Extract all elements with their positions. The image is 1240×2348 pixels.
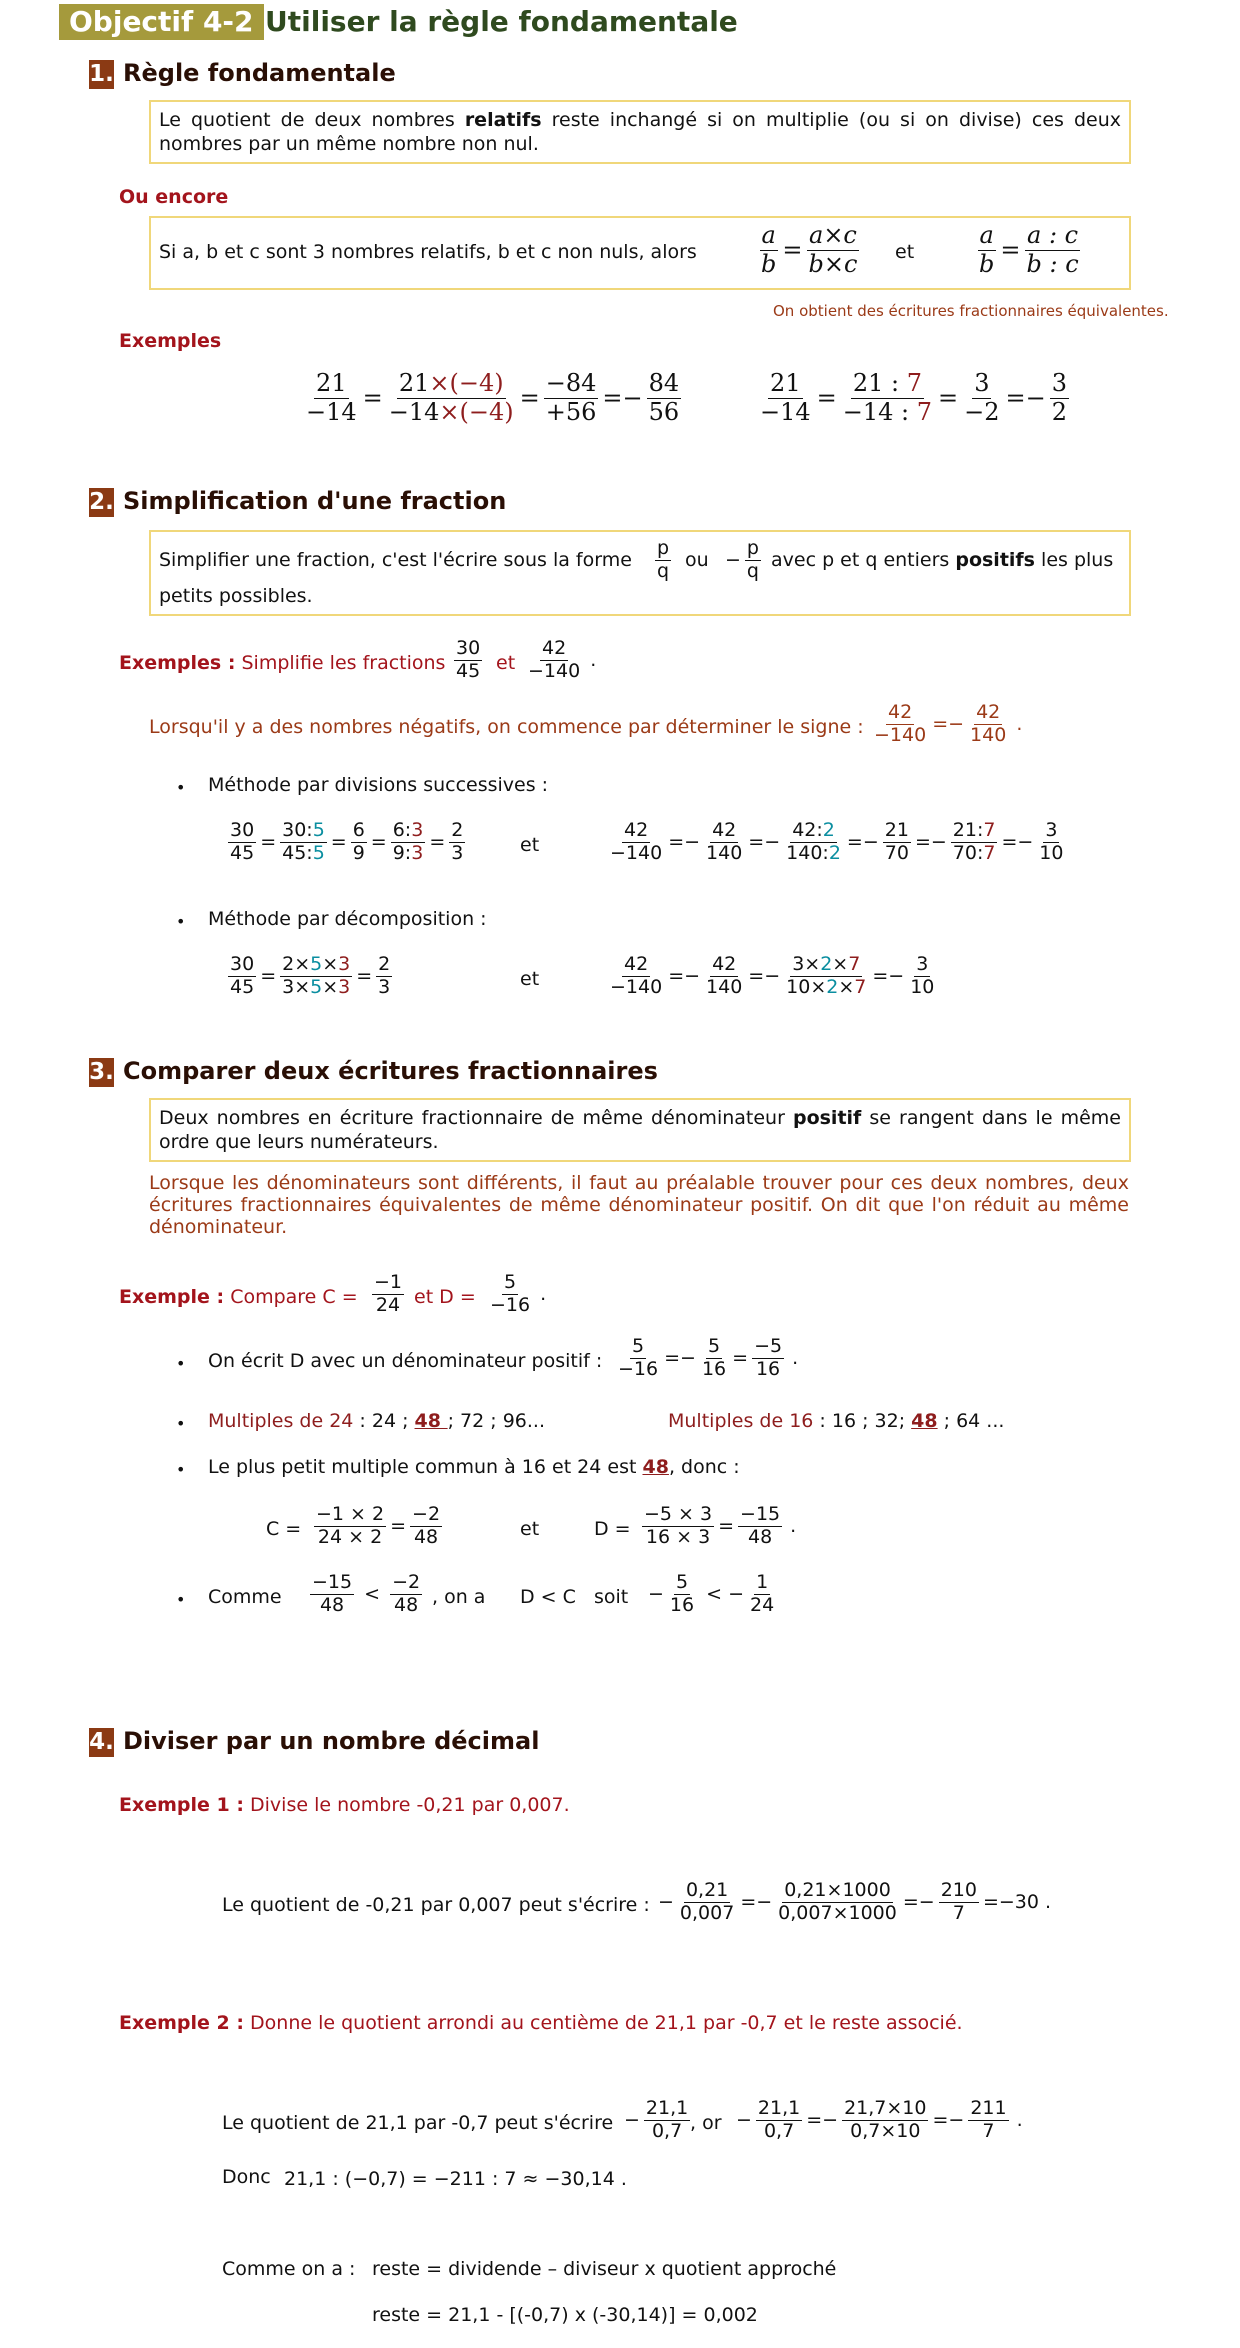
- ou-encore-label: Ou encore: [119, 186, 229, 208]
- donc-expression: 21,1 : (−0,7) = −211 : 7 ≈ −30,14 .: [284, 2168, 627, 2190]
- reste-result: reste = 21,1 - [(-0,7) x (-30,14)] = 0,002: [372, 2304, 758, 2326]
- section-3-example: Exemple : Compare C =: [119, 1286, 358, 1308]
- formula-div: $\frac{a}{b}$ = $\frac{a : c}{b : c}$: [979, 221, 1079, 278]
- formula-mult: $\frac{a}{b}$ = $\frac{a\times c}{b\times c}$: [761, 221, 858, 278]
- section-2-example: Exemples : Simplifie les fractions: [119, 652, 446, 674]
- bullet: •: [176, 778, 186, 797]
- method-1-right: $\frac{42}{-140}$ =− $\frac{42}{140}$ =− $\frac{42:2}{140:2}$ =− $\frac{21}{70}$ =− $\frac{21:7}{70:7}$ =− $\frac{3}{10}$: [610, 819, 1064, 864]
- section-4-title: Diviser par un nombre décimal: [123, 1727, 540, 1755]
- bullet: •: [176, 1414, 186, 1433]
- bullet: •: [176, 1354, 186, 1373]
- objective-badge: Objectif 4-2: [59, 4, 264, 40]
- section-1-title: Règle fondamentale: [123, 59, 396, 87]
- example-1-fraction: $\frac{21}{-14}$ = $\frac{21\times(-4)}{-14\times(-4)}$ = $\frac{-84}{+56}$ =− $\frac{84}{56}$: [306, 369, 680, 426]
- section-3-number: 3.: [89, 1059, 114, 1085]
- common-denominator-note: Lorsque les dénominateurs sont différents, il faut au préalable trouver pour ces deux nombres, deux écritures fractionnaires équivalentes de même dénominateur positif. On dit que l'on réduit au même dénominateur.: [149, 1172, 1129, 1238]
- simplify-definition-box: Simplifier une fraction, c'est l'écrire sous la forme $\frac{p}{q}$ ou − $\frac{p}{q}$ avec p et q entiers positifs les plus petits possibles.: [149, 530, 1131, 616]
- example-2-calculation: − $\frac{21,1}{0,7}$ =− $\frac{21,7\times 10}{0,7\times 10}$ =− $\frac{211}{7}$ .: [736, 2097, 1023, 2142]
- d-conversion: $\frac{-5 \times 3}{16 \times 3}$ = $\frac{-15}{48}$ .: [644, 1503, 797, 1548]
- method-2-right: $\frac{42}{-140}$ =− $\frac{42}{140}$ =− $\frac{3\times 2\times 7}{10\times 2\times 7}$ =− $\frac{3}{10}$: [610, 953, 935, 998]
- negative-sign-note: Lorsqu'il y a des nombres négatifs, on commence par déterminer le signe :: [149, 716, 864, 738]
- multiples-16: Multiples de 16 : 16 ; 32; 48 ; 64 ...: [668, 1410, 1005, 1432]
- method-2-left: $\frac{30}{45}$ = $\frac{2\times 5\times 3}{3\times 5\times 3}$ = $\frac{2}{3}$: [230, 953, 391, 998]
- multiples-24: Multiples de 24 : 24 ; 48 ; 72 ; 96...: [208, 1410, 545, 1432]
- compare-rule-box: Deux nombres en écriture fractionnaire de même dénominateur positif se rangent dans le même ordre que leurs numérateurs.: [149, 1098, 1131, 1162]
- equivalent-note: On obtient des écritures fractionnaires équivalentes.: [773, 302, 1169, 320]
- section-4-example-1: Exemple 1 : Divise le nombre -0,21 par 0,007.: [119, 1794, 570, 1816]
- bullet: •: [176, 1460, 186, 1479]
- bullet: •: [176, 912, 186, 931]
- section-4-number: 4.: [89, 1729, 114, 1755]
- page-title: Utiliser la règle fondamentale: [265, 5, 738, 38]
- section-4-example-2: Exemple 2 : Donne le quotient arrondi au centième de 21,1 par -0,7 et le reste associé.: [119, 2012, 963, 2034]
- lcm-line: Le plus petit multiple commun à 16 et 24 est 48, donc :: [208, 1456, 740, 1478]
- example-1-calculation: − $\frac{0,21}{0,007}$ =− $\frac{0,21\times 1000}{0,007\times 1000}$ =− $\frac{210}{7}$ =−30 .: [658, 1879, 1052, 1924]
- method-2-label: Méthode par décomposition :: [208, 908, 487, 930]
- section-1-number: 1.: [89, 61, 114, 87]
- method-1-left: $\frac{30}{45}$ = $\frac{30:5}{45:5}$ = $\frac{6}{9}$ = $\frac{6:3}{9:3}$ = $\frac{2}{3}$: [230, 819, 464, 864]
- method-1-label: Méthode par divisions successives :: [208, 774, 549, 796]
- section-2-title: Simplification d'une fraction: [123, 487, 507, 515]
- c-conversion: $\frac{-1 \times 2}{24 \times 2}$ = $\frac{-2}{48}$: [316, 1503, 441, 1548]
- exemples-label: Exemples: [119, 330, 222, 352]
- section-2-number: 2.: [89, 489, 114, 515]
- rule-formula-box: Si a, b et c sont 3 nombres relatifs, b et c non nuls, alors $\frac{a}{b}$ = $\frac{a\times c}{b\times c}$ et $\frac{a}{b}$ = $\frac{a : c}{b : c}$: [149, 216, 1131, 290]
- example-2-fraction: $\frac{21}{-14}$ = $\frac{21 : 7}{-14 : 7}$ = $\frac{3}{-2}$ =− $\frac{3}{2}$: [760, 369, 1068, 426]
- section-3-title: Comparer deux écritures fractionnaires: [123, 1057, 658, 1085]
- rule-box: Le quotient de deux nombres relatifs reste inchangé si on multiplie (ou si on divise) ces deux nombres par un même nombre non nul.: [149, 100, 1131, 164]
- bullet: •: [176, 1590, 186, 1609]
